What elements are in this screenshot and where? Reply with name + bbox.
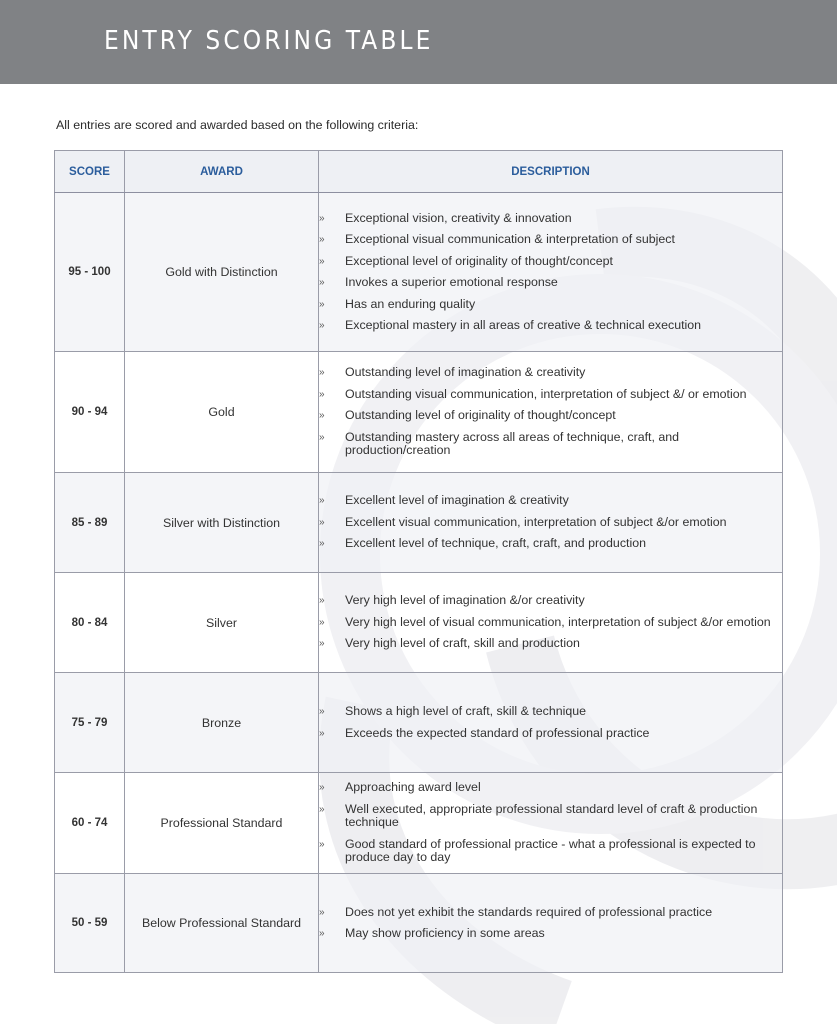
chevron-right-icon: » — [319, 212, 325, 224]
chevron-right-icon: » — [319, 367, 325, 379]
criteria-text: Excellent visual communication, interpretation of subject &/or emotion — [345, 514, 727, 529]
criteria-text: Very high level of craft, skill and production — [345, 636, 580, 651]
description-cell — [319, 673, 783, 773]
criteria-item — [319, 494, 782, 508]
criteria-list — [319, 906, 782, 941]
criteria-text: Shows a high level of craft, skill & technique — [345, 704, 587, 718]
criteria-text: Outstanding mastery across all areas of technique, craft, and production/creation — [345, 429, 680, 458]
chevron-right-icon: » — [319, 298, 325, 310]
award-cell: Professional Standard — [125, 773, 319, 874]
award-cell: Gold — [125, 352, 319, 473]
criteria-item — [319, 927, 782, 941]
table-row — [55, 673, 783, 773]
criteria-list — [319, 781, 782, 865]
chevron-right-icon: » — [319, 706, 325, 717]
criteria-item — [319, 212, 782, 226]
chevron-right-icon: » — [319, 727, 325, 739]
chevron-right-icon: » — [319, 234, 325, 245]
description-cell — [319, 773, 783, 874]
chevron-right-icon: » — [319, 906, 325, 918]
criteria-item — [319, 319, 782, 333]
criteria-list — [319, 494, 782, 551]
chevron-right-icon: » — [319, 255, 325, 267]
criteria-text: Very high level of visual communication, interpretation of subject &/or emotion — [345, 614, 771, 629]
award-cell: Bronze — [125, 673, 319, 773]
criteria-item — [319, 255, 782, 269]
criteria-text: Outstanding level of originality of thought/concept — [345, 408, 616, 423]
criteria-item — [319, 803, 782, 830]
criteria-item — [319, 616, 782, 630]
chevron-right-icon: » — [319, 431, 325, 443]
criteria-item — [319, 838, 782, 865]
chevron-right-icon: » — [319, 638, 325, 650]
criteria-list — [319, 705, 782, 740]
criteria-item — [319, 233, 782, 247]
award-cell: Silver — [125, 573, 319, 673]
criteria-text: Does not yet exhibit the standards required of professional practice — [345, 904, 713, 919]
criteria-text: Excellent level of imagination & creativity — [345, 493, 569, 508]
chevron-right-icon: » — [319, 782, 325, 794]
criteria-text: Excellent level of technique, craft, craft, and production — [345, 536, 646, 551]
criteria-text: Good standard of professional practice - what a professional is expected to produce day to day — [345, 836, 756, 865]
chevron-right-icon: » — [319, 838, 325, 850]
chevron-right-icon: » — [319, 538, 325, 550]
criteria-item — [319, 366, 782, 380]
criteria-text: Exceptional vision, creativity & innovation — [345, 210, 572, 225]
chevron-right-icon: » — [319, 495, 325, 507]
score-cell: 50 - 59 — [55, 874, 125, 973]
score-cell: 90 - 94 — [55, 352, 125, 473]
table-row — [55, 773, 783, 874]
table-row — [55, 193, 783, 352]
score-cell: 80 - 84 — [55, 573, 125, 673]
criteria-text: Outstanding visual communication, interpretation of subject &/ or emotion — [345, 386, 747, 401]
score-cell: 95 - 100 — [55, 193, 125, 352]
criteria-text: Approaching award level — [345, 780, 481, 795]
criteria-list — [319, 366, 782, 458]
criteria-text: Exceeds the expected standard of professional practice — [345, 725, 650, 740]
chevron-right-icon: » — [319, 616, 325, 628]
scoring-table — [54, 150, 783, 973]
score-column-header: SCORE — [55, 151, 125, 193]
criteria-item — [319, 705, 782, 719]
criteria-text: Outstanding level of imagination & creativity — [345, 365, 586, 380]
chevron-right-icon: » — [319, 388, 325, 400]
award-column-header: AWARD — [125, 151, 319, 193]
criteria-text: Exceptional mastery in all areas of creative & technical execution — [345, 318, 702, 332]
award-cell: Gold with Distinction — [125, 193, 319, 352]
criteria-list — [319, 212, 782, 333]
table-header-row — [55, 151, 783, 193]
chevron-right-icon: » — [319, 410, 325, 422]
table-row — [55, 573, 783, 673]
criteria-item — [319, 906, 782, 920]
page-header — [0, 0, 837, 84]
chevron-right-icon: » — [319, 320, 325, 331]
page-title: ENTRY SCORING TABLE — [104, 26, 434, 56]
criteria-text: Invokes a superior emotional response — [345, 275, 558, 289]
description-cell — [319, 193, 783, 352]
criteria-item — [319, 409, 782, 423]
score-cell: 60 - 74 — [55, 773, 125, 874]
criteria-text: May show proficiency in some areas — [345, 926, 545, 940]
description-cell — [319, 473, 783, 573]
description-column-header: DESCRIPTION — [319, 151, 783, 193]
criteria-item — [319, 727, 782, 741]
criteria-item — [319, 298, 782, 312]
criteria-text: Exceptional visual communication & interpretation of subject — [345, 232, 675, 246]
criteria-item — [319, 431, 782, 458]
score-cell: 75 - 79 — [55, 673, 125, 773]
chevron-right-icon: » — [319, 516, 325, 528]
criteria-item — [319, 276, 782, 290]
criteria-text: Exceptional level of originality of thought/concept — [345, 253, 613, 268]
description-cell — [319, 874, 783, 973]
chevron-right-icon: » — [319, 928, 325, 939]
criteria-list — [319, 594, 782, 651]
criteria-item — [319, 594, 782, 608]
chevron-right-icon: » — [319, 277, 325, 288]
criteria-item — [319, 516, 782, 530]
criteria-text: Well executed, appropriate professional standard level of craft & production technique — [345, 801, 758, 830]
chevron-right-icon: » — [319, 595, 325, 607]
table-row — [55, 352, 783, 473]
criteria-item — [319, 388, 782, 402]
criteria-text: Has an enduring quality — [345, 296, 476, 311]
award-cell: Below Professional Standard — [125, 874, 319, 973]
criteria-item — [319, 537, 782, 551]
description-cell — [319, 573, 783, 673]
criteria-item — [319, 637, 782, 651]
description-cell — [319, 352, 783, 473]
chevron-right-icon: » — [319, 803, 325, 815]
criteria-item — [319, 781, 782, 795]
intro-text: All entries are scored and awarded based on the following criteria: — [56, 118, 419, 132]
table-row — [55, 473, 783, 573]
score-cell: 85 - 89 — [55, 473, 125, 573]
award-cell: Silver with Distinction — [125, 473, 319, 573]
criteria-text: Very high level of imagination &/or creativity — [345, 593, 585, 608]
table-row — [55, 874, 783, 973]
